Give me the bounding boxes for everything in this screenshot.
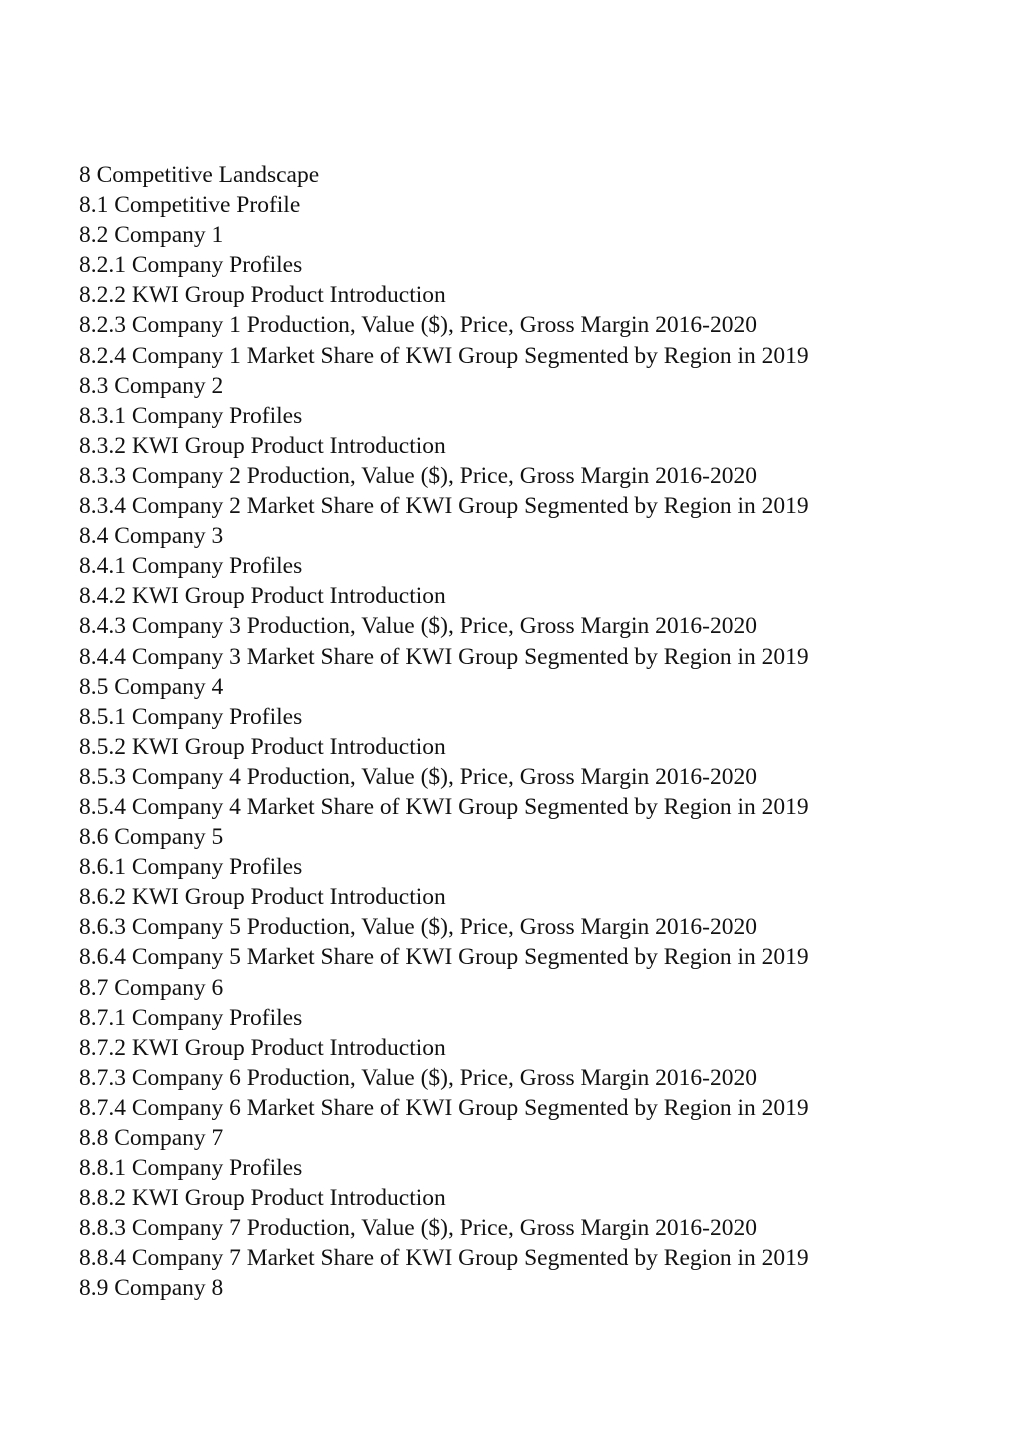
toc-line: 8.4.1 Company Profiles <box>79 553 303 580</box>
toc-line: 8.4.3 Company 3 Production, Value ($), Price, Gross Margin 2016-2020 <box>79 613 757 640</box>
toc-line: 8.4 Company 3 <box>79 523 224 550</box>
toc-line: 8.7 Company 6 <box>79 974 224 1001</box>
toc-line: 8.1 Competitive Profile <box>79 192 301 219</box>
toc-line: 8.3 Company 2 <box>79 372 224 399</box>
toc-line: 8.4.2 KWI Group Product Introduction <box>79 583 446 610</box>
toc-line: 8.6.3 Company 5 Production, Value ($), Price, Gross Margin 2016-2020 <box>79 914 757 941</box>
toc-line: 8.7.1 Company Profiles <box>79 1004 303 1031</box>
toc-line: 8.7.4 Company 6 Market Share of KWI Group Segmented by Region in 2019 <box>79 1094 809 1121</box>
toc-line: 8.2.3 Company 1 Production, Value ($), Price, Gross Margin 2016-2020 <box>79 312 757 339</box>
toc-line: 8.8.3 Company 7 Production, Value ($), Price, Gross Margin 2016-2020 <box>79 1215 757 1242</box>
toc-line: 8.3.3 Company 2 Production, Value ($), Price, Gross Margin 2016-2020 <box>79 462 757 489</box>
toc-line: 8.7.3 Company 6 Production, Value ($), Price, Gross Margin 2016-2020 <box>79 1064 757 1091</box>
toc-line: 8.3.1 Company Profiles <box>79 402 303 429</box>
toc-line: 8.2.4 Company 1 Market Share of KWI Group Segmented by Region in 2019 <box>79 342 809 369</box>
toc-line: 8.2 Company 1 <box>79 222 224 249</box>
toc-line: 8.6.4 Company 5 Market Share of KWI Group Segmented by Region in 2019 <box>79 944 809 971</box>
toc-line: 8.5.2 KWI Group Product Introduction <box>79 733 446 760</box>
toc-line: 8.5.3 Company 4 Production, Value ($), Price, Gross Margin 2016-2020 <box>79 763 757 790</box>
toc-line: 8.2.2 KWI Group Product Introduction <box>79 282 446 309</box>
toc-line: 8.6.1 Company Profiles <box>79 854 303 881</box>
toc-line: 8.8.2 KWI Group Product Introduction <box>79 1185 446 1212</box>
toc-line: 8.8.1 Company Profiles <box>79 1155 303 1182</box>
toc-line: 8.8 Company 7 <box>79 1125 224 1151</box>
toc-line: 8.4.4 Company 3 Market Share of KWI Group Segmented by Region in 2019 <box>79 643 809 670</box>
toc-line: 8.2.1 Company Profiles <box>79 252 303 279</box>
toc-line: 8.3.2 KWI Group Product Introduction <box>79 432 446 459</box>
table-of-contents <box>79 160 809 1304</box>
toc-line: 8.5.1 Company Profiles <box>79 703 303 730</box>
toc-line: 8.5 Company 4 <box>79 673 224 700</box>
toc-line: 8.6.2 KWI Group Product Introduction <box>79 884 446 911</box>
toc-line: 8.5.4 Company 4 Market Share of KWI Group Segmented by Region in 2019 <box>79 793 809 820</box>
toc-line: 8.7.2 KWI Group Product Introduction <box>79 1034 446 1061</box>
toc-line: 8.9 Company 8 <box>79 1275 224 1302</box>
toc-line: 8.3.4 Company 2 Market Share of KWI Group Segmented by Region in 2019 <box>79 493 809 520</box>
toc-line: 8 Competitive Landscape <box>79 162 320 188</box>
toc-line: 8.8.4 Company 7 Market Share of KWI Group Segmented by Region in 2019 <box>79 1245 809 1272</box>
toc-line: 8.6 Company 5 <box>79 824 224 851</box>
